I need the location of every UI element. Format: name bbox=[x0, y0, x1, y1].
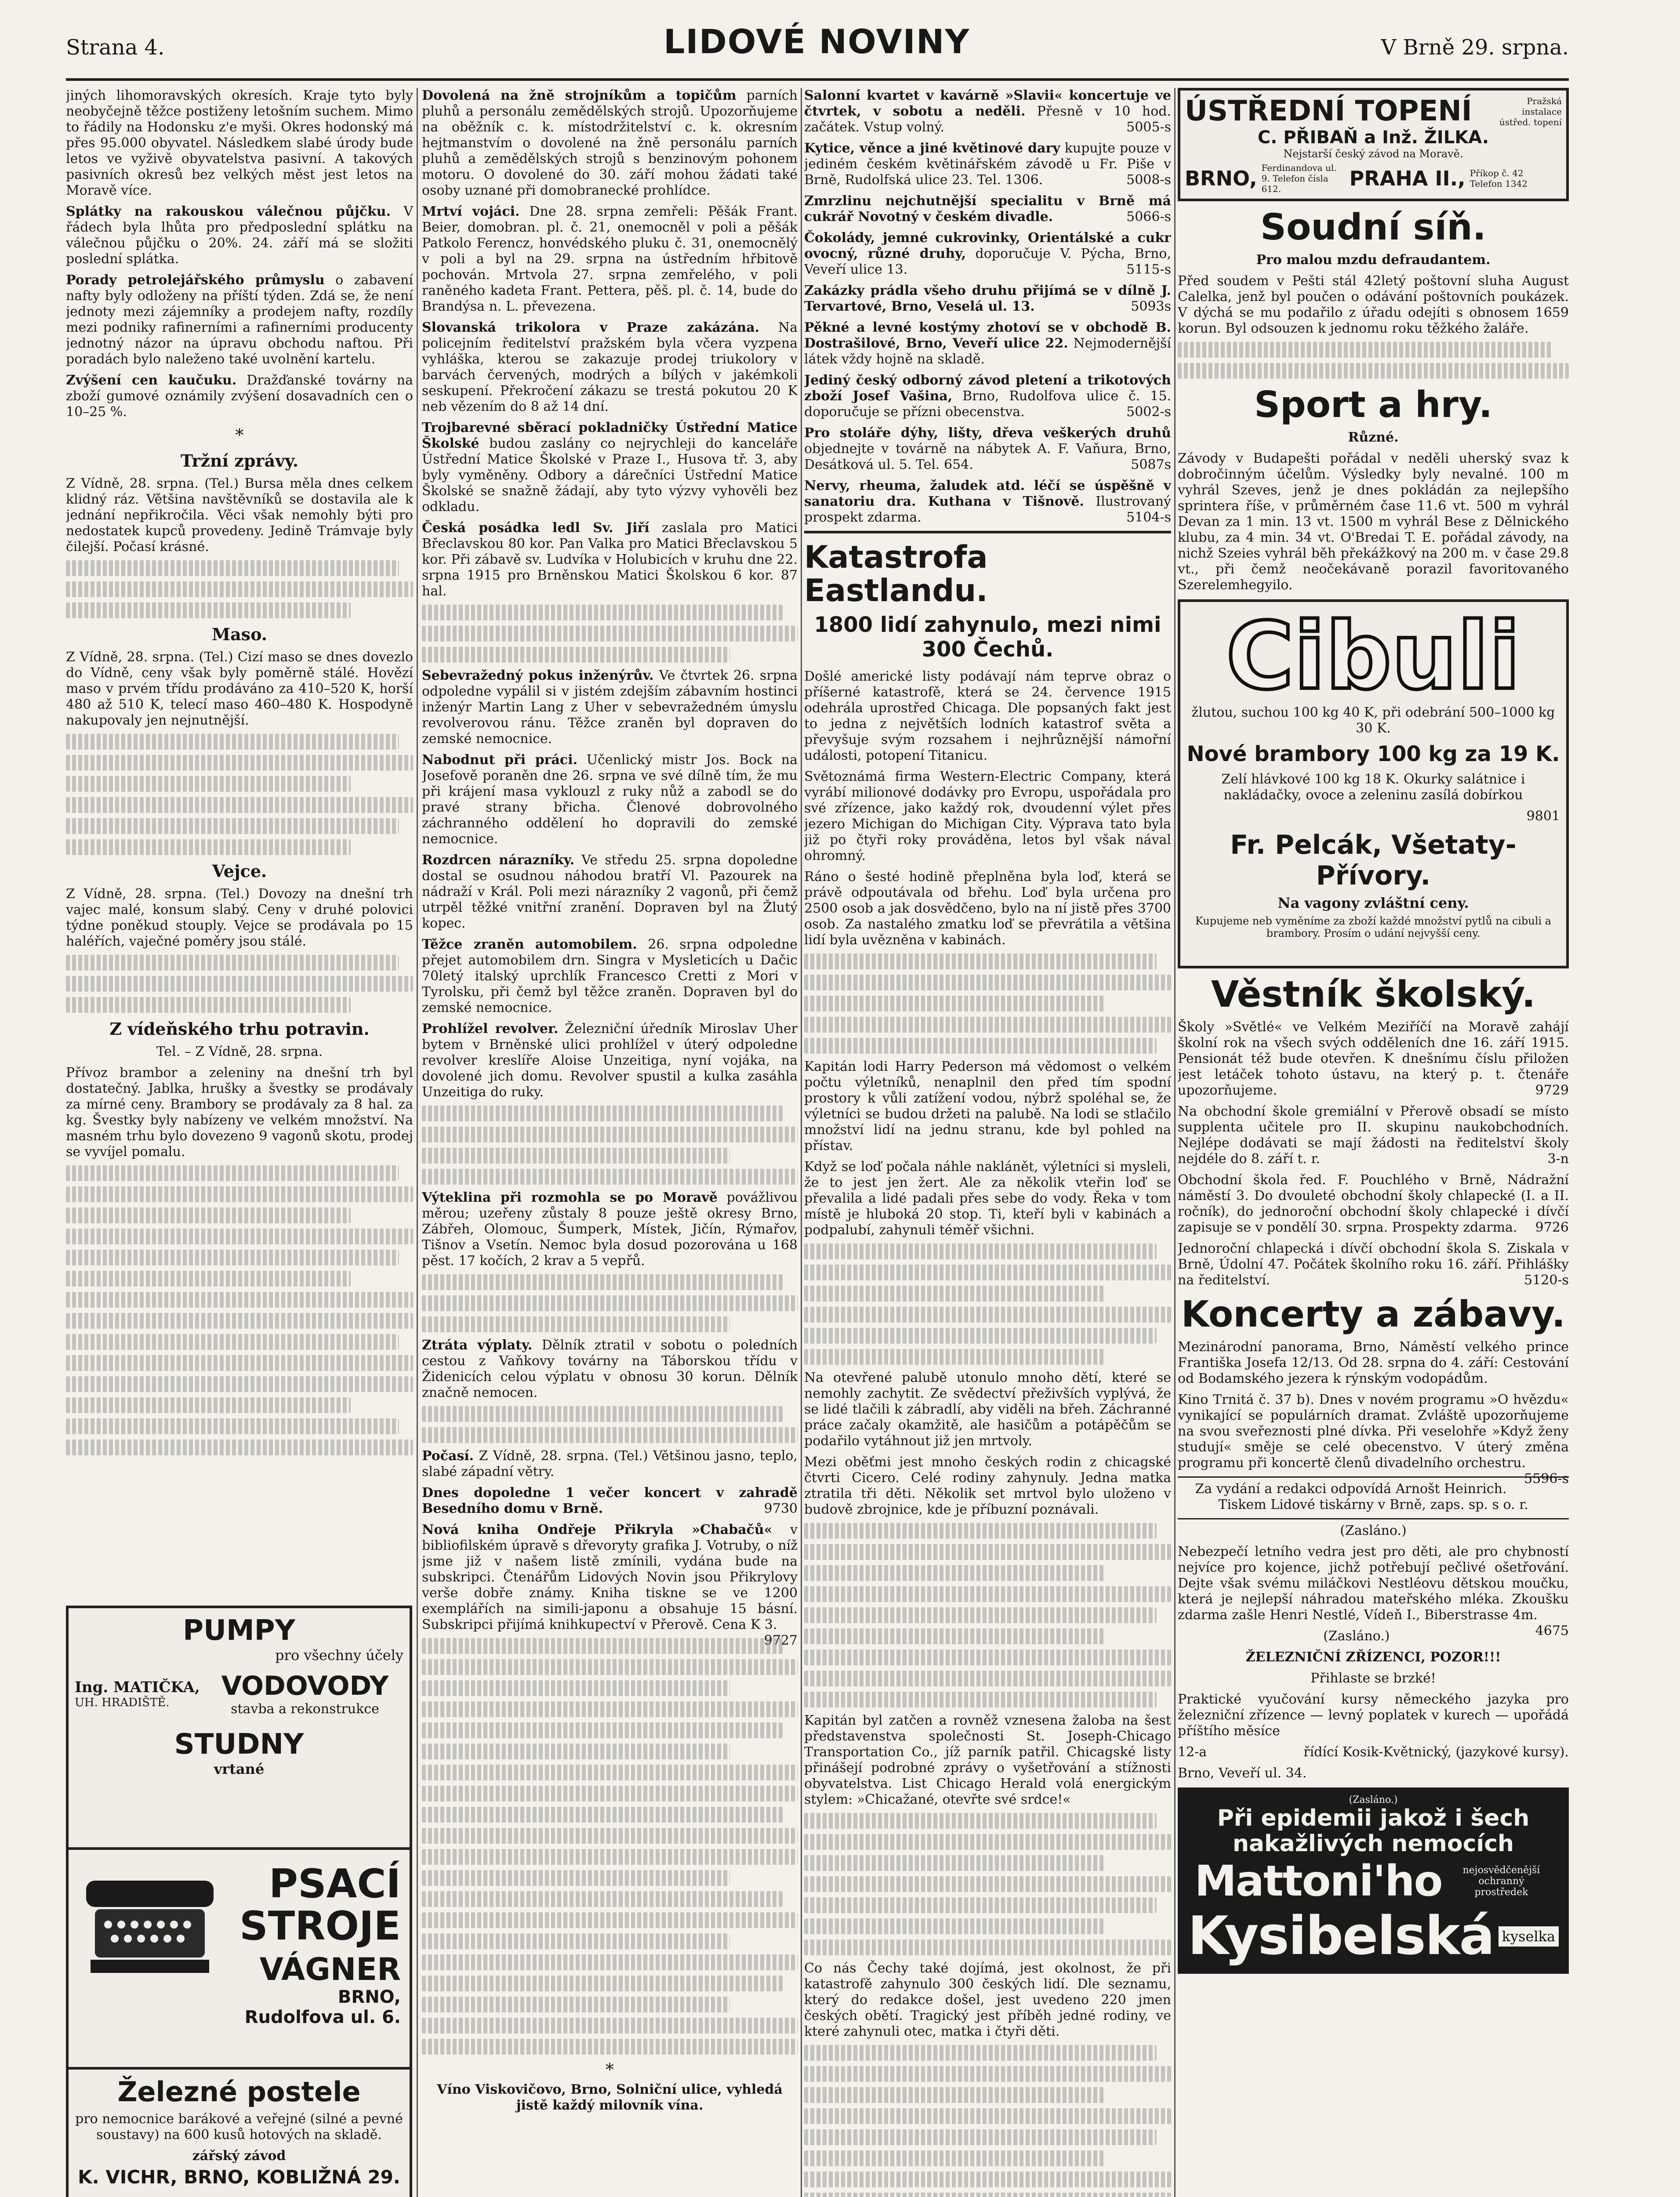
ad-mattoni-line2: nejosvědčenější ochranný prostředek bbox=[1462, 1864, 1540, 1898]
notice-signature: řídící Kosik-Květnický, (jazykové kursy). bbox=[1303, 1744, 1569, 1760]
ad-topeni-desc: Nejstarší český závod na Moravě. bbox=[1283, 148, 1463, 160]
column-2 bbox=[422, 88, 798, 2197]
ad-zelezne-postele bbox=[66, 2067, 412, 2197]
page-header bbox=[66, 18, 1569, 75]
article-heading: Ztráta výplaty. bbox=[422, 1338, 533, 1353]
article-heading: Nabodnut při práci. bbox=[422, 752, 578, 768]
column-divider bbox=[1174, 88, 1176, 2197]
issue-date: V Brně 29. srpna. bbox=[1381, 35, 1569, 60]
subsection-heading: Maso. bbox=[212, 624, 267, 644]
article-text: Kapitán byl zatčen a rovněž vznesena žaloba na šest představenstva společnosti St. Joseph-Chicago Transportation Co., jíž parník patřil. Chicagské listy přinášejí podrobné zprávy o vyšetřování a stížnosti obyvatelstva. List Chicago Herald volá energickým stylem: »Chicažané, otevřte své srdce!« bbox=[804, 1713, 1171, 1807]
notice-heading: ŽELEZNIČNÍ ZŘÍZENCI, POZOR!!! bbox=[1245, 1650, 1501, 1665]
illegible-text bbox=[804, 953, 1171, 1054]
ad-vagner: VÁGNER bbox=[259, 1951, 401, 1987]
ad-matička-name: Ing. MATIČKA, bbox=[75, 1678, 200, 1696]
article-text: zaslala pro Matici Břeclavskou 80 kor. Pan Valka pro Matici Břeclavskou 5 kor. Při zábavě sv. Ludvíka v Holubicích v kruhu dne 22. srpna 1915 pro Brněnskou Matici Školskou 6 kor. 87 hal. bbox=[422, 520, 798, 599]
section-heading-koncerty: Koncerty a zábavy. bbox=[1181, 1294, 1566, 1335]
headline-eastland: Katastrofa Eastlandu. bbox=[804, 539, 988, 609]
ad-mattoni-line1: Při epidemii jakož i šech nakažlivých nemocích bbox=[1217, 1805, 1530, 1857]
illegible-text bbox=[422, 605, 798, 663]
ad-number: 5093s bbox=[1131, 299, 1171, 314]
ad-studny-sub: vrtané bbox=[214, 1761, 265, 1777]
header-rule bbox=[66, 78, 1569, 81]
zaslano-label: (Zasláno.) bbox=[1349, 1795, 1398, 1805]
article-text: Světoznámá firma Western-Electric Company, která vyrábí milionové dodávky pro Evropu, uspořádala pro své zřízence, jako každý rok, dvoudenní výlet přes jezero Michigan do Michigan City. Výprava tato byla již po čtyři roky prováděna, letos byl však nával ohromný. bbox=[804, 769, 1171, 863]
article-text: V řádech byla lhůta pro předposlední splátku na válečnou půjčku o 20%. 24. září má se složiti poslední splátka. bbox=[66, 204, 413, 267]
article-heading: Nová kniha Ondřeje Přikryla »Chabačů« bbox=[422, 1522, 773, 1537]
column-1 bbox=[66, 88, 413, 2197]
notice-heading: Pro stoláře dýhy, lišty, dřeva veškerých druhů bbox=[804, 425, 1171, 441]
ad-number: 12-a bbox=[1178, 1744, 1207, 1760]
ad-kyselka: kyselka bbox=[1499, 1926, 1559, 1947]
ad-postele-text: pro nemocnice barákové a veřejné (silné a pevné soustavy) na 600 kusů hotových na skladě. bbox=[75, 2111, 403, 2143]
article-heading: Počasí. bbox=[422, 1448, 474, 1464]
ad-topeni-brno: BRNO, bbox=[1185, 167, 1257, 190]
section-heading-sport: Sport a hry. bbox=[1254, 384, 1493, 426]
illegible-text bbox=[804, 1523, 1171, 1708]
article-text: Školy »Světlé« ve Velkém Meziříčí na Moravě zahájí školní rok na všech svých odděleních dne 16. září 1915. Pensionát též bude otevřen. K dnešnímu číslu přiložen jest letáček tohoto ústavu, na který p. t. čtenáře upozorňujeme. bbox=[1178, 1019, 1569, 1098]
article-text: 26. srpna odpoledne přejet automobilem drn. Singra v Mysleticích u Dačic 70letý italský uprchlík Francesco Cretti z Mori v Tyrolsku, při čemž byl těžce zraněn. Dopraven byl do zemské nemocnice. bbox=[422, 937, 798, 1015]
ad-brambory-text: Zelí hlávkové 100 kg 18 K. Okurky salátnice i nakládačky, ovoce a zeleninu zasílá dobírkou bbox=[1221, 772, 1525, 803]
ad-brambory: Nové brambory 100 kg za 19 K. bbox=[1187, 742, 1560, 766]
typewriter-illustration bbox=[77, 1867, 222, 1982]
article-heading: Výteklina při rozmohla se po Moravě bbox=[422, 1190, 718, 1205]
illegible-text bbox=[66, 1165, 413, 1455]
ad-topeni-firm: C. PŘIBAŇ a Inž. ŽILKA. bbox=[1257, 127, 1489, 148]
article-text: Kino Trnitá č. 37 b). Dnes v novém programu »O hvězdu« vynikající se populárních dramat. Zvláště upozorňujeme na svou sveřeznosti plné dívka. Při veselohře »Když ženy studují« směje se celé obecenstvo. V úterý změna programu při koncertě členů divadelního orchestru. bbox=[1178, 1392, 1569, 1471]
article-text: Ve středu 25. srpna dopoledne dostal se osudnou náhodou bratří Vl. Pazourek na nádraží v Král. Poli mezi nárazníky 2 vagonů, při čemž utrpěl těžké vnitřní zranění. Dopraven byl na Žlutý kopec. bbox=[422, 852, 798, 931]
ad-number: 5104-s bbox=[1126, 510, 1171, 525]
article-heading: Sebevražedný pokus inženýrův. bbox=[422, 668, 654, 683]
article-heading: Rozdrcen nárazníky. bbox=[422, 852, 575, 868]
article-text: Z Vídně, 28. srpna. (Tel.) Většinou jasno, teplo, slabé západní větry. bbox=[422, 1448, 798, 1479]
notice-heading: Nervy, rheuma, žaludek atd. léčí se úspěšně v sanatoriu dra. Kuthana v Tišnově. bbox=[804, 478, 1171, 509]
separator-asterisk: * bbox=[235, 425, 244, 445]
article-dateline: Tel. – Z Vídně, 28. srpna. bbox=[156, 1044, 323, 1059]
article-text: Ve čtvrtek 26. srpna odpoledne vypálil si v jistém zdejším zábavním hostinci inženýr Martin Lang z Uher v sebevražedném úmyslu revolverovou ránu. Těžce zraněn byl dopraven do zemské nemocnice. bbox=[422, 668, 798, 747]
ad-vagner-addr: Rudolfova ul. 6. bbox=[244, 2007, 401, 2027]
subheadline-eastland: 1800 lidí zahynulo, mezi nimi 300 Čechů. bbox=[814, 613, 1161, 662]
notice-text: doporučuje V. Pýcha, Brno, Veveří ulice 13. bbox=[804, 246, 1171, 277]
section-heading: Tržní zprávy. bbox=[180, 451, 299, 471]
article-heading: Dovolená na žně strojníkům a topičům bbox=[422, 88, 737, 103]
zaslano-label: (Zasláno.) bbox=[1323, 1628, 1390, 1644]
ad-number: 5002-s bbox=[1126, 404, 1171, 420]
illegible-text bbox=[804, 1244, 1171, 1365]
illegible-text bbox=[804, 1813, 1171, 1955]
illegible-text bbox=[66, 734, 413, 855]
separator-asterisk: * bbox=[606, 2060, 614, 2079]
section-rule bbox=[1178, 1518, 1569, 1519]
article-text: povážlivou měrou; uzeřeny zůstaly 8 pouze ještě okresy Brno, Zábřeh, Olomouc, Šumperk, Místek, Jičín, Rýmařov, Tišnov a Vsetín. Nemoc byla dosud pozorována u 168 pěst. 17 kočích, 2 krav a 5 vepřů. bbox=[422, 1190, 798, 1269]
ad-number: 5115-s bbox=[1126, 262, 1171, 277]
article-heading: Slovanská trikolora v Praze zakázána. bbox=[422, 320, 760, 335]
ad-cibuli bbox=[1178, 599, 1569, 968]
article-text: o zabavení nafty byly odloženy na příští týden. Zdá se, že není jednoty mezi zájemníky a prodejem nafty, rozdíly mezi podniky rafinerními a rafinerními producenty jednotný názor na úpravu obchodu naftou. Při poradách bylo naleženo také uvolnění kartelu. bbox=[66, 272, 413, 367]
article-text: Dělník ztratil v sobotu o poledních cestou z Vaňkovy továrny na Táborskou třídu v Židenicích celou výplatu v obnosu 30 korun. Dělník značně nemocen. bbox=[422, 1338, 798, 1400]
notice-text: Brno, Rudolfova ulice č. 15. doporučuje se přízni obecenstva. bbox=[804, 388, 1171, 420]
illegible-text bbox=[422, 1106, 798, 1185]
ad-ustredni-topeni bbox=[1178, 88, 1569, 201]
notice-heading: Kytice, věnce a jiné květinové dary bbox=[804, 141, 1060, 156]
notice-text: objednejte v továrně na nábytek A. F. Vaňura, Brno, Desátková ul. 5. Tel. 654. bbox=[804, 441, 1171, 472]
article-text: Dne 28. srpna zemřeli: Pěšák Frant. Beier, domobran. pl. č. 21, onemocněl v poli a pěšák Patkolo Ferencz, honvédského pluku č. 31, onemocnělý v poli a byl na 29. srpna na ústředním hřbitově pochován. Mrtvola 27. srpna zemřelého, v poli raněného kadeta Frant. Pettera, pěš. pl. č. 14, bude do Brandýsa n. L. převezena. bbox=[422, 204, 798, 314]
article-heading: Splátky na rakouskou válečnou půjčku. bbox=[66, 204, 391, 219]
illegible-text bbox=[422, 1406, 798, 1443]
article-text: Na otevřené palubě utonulo mnoho dětí, které se nemohly zachytit. Ze svědectví přeživších vyplývá, že se lidé tlačili k zábradlí, aby viděli na břeh. Záchranné práce začaly okamžitě, ale hasičům a potápěčům se podařilo vytáhnout již jen mrtvoly. bbox=[804, 1370, 1171, 1449]
column-divider bbox=[801, 88, 802, 2197]
ad-number: 9727 bbox=[764, 1633, 798, 1648]
notice-heading: Pěkné a levné kostýmy zhotoví se v obchodě B. Dostrašilové, Brno, Veveří ulice 22. bbox=[804, 320, 1171, 351]
ad-pumpy bbox=[66, 1606, 412, 1852]
notice-heading: Čokolády, jemné cukrovinky, Orientálské a cukr ovocný, různé druhy, bbox=[804, 230, 1171, 261]
article-heading: Česká posádka ledl Sv. Jiří bbox=[422, 520, 650, 536]
ad-cibuli-text: žlutou, suchou 100 kg 40 K, při odebrání 500–1000 kg 30 K. bbox=[1191, 705, 1555, 736]
ad-number: 5066-s bbox=[1126, 209, 1171, 225]
article-text: Jednoroční chlapecká i dívčí obchodní škola S. Ziskala v Brně, Údolní 47. Počátek školního roku 16. září. Přihlášky na ředitelství. bbox=[1178, 1241, 1569, 1288]
zaslano-label: (Zasláno.) bbox=[1340, 1523, 1407, 1538]
illegible-text bbox=[422, 1274, 798, 1332]
article-text: Přívoz brambor a zeleniny na dnešní trh byl dostatečný. Jablka, hrušky a švestky se prodávaly za mírné ceny. Brambory se prodávaly za 8 hal. za kg. Švestky byly nabízeny ve velkém množství. Na masném trhu bylo dovezeno 9 vagonů skotu, prodej se vyvíjel pomalu. bbox=[66, 1065, 413, 1160]
ad-cibuli-title: Cibuli bbox=[1226, 602, 1520, 710]
article-heading: Prohlížel revolver. bbox=[422, 1021, 559, 1037]
notice-text: Přihlaste se brzké! bbox=[1310, 1671, 1436, 1686]
article-text: Železniční úředník Miroslav Uher bytem v Brněnské ulici prohlížel v úterý odpoledne revolver kreslíře Aloise Unzeitiga, nyní vojáka, na dovolené jich domu. Revolver spustil a kulka zasáhla Unzeitiga do ruky. bbox=[422, 1021, 798, 1100]
section-heading-vestnik: Věstník školský. bbox=[1211, 974, 1536, 1015]
ad-pelcak: Fr. Pelcák, Všetaty-Přívory. bbox=[1230, 830, 1517, 891]
ad-pumpy-sub: pro všechny účely bbox=[275, 1647, 403, 1664]
ad-pelcak-note: Kupujeme neb vyměníme za zboží každé množství pytlů na cibuli a brambory. Prosím o udání nejvyšší ceny. bbox=[1195, 915, 1552, 939]
illegible-text bbox=[804, 2045, 1171, 2197]
ad-topeni-sub: Pražská instalace ústřed. topení bbox=[1499, 96, 1562, 127]
ad-vagner-city: BRNO, bbox=[337, 1987, 401, 2007]
article-text: Kapitán lodi Harry Pederson má vědomost o velkém počtu výletníků, nenaplnil den před tím spodní prostory k vůli zatížení vodou, nýbrž spoléhal se, že výletníci se budou držeti na palubě. Na lodi se stlačilo množství lidí na jednu stranu, kde byl pohled na přístav. bbox=[804, 1059, 1171, 1153]
subsection-heading: Z vídeňského trhu potravin. bbox=[109, 1019, 370, 1039]
ad-studny: STUDNY bbox=[174, 1728, 304, 1761]
article-text: Ráno o šesté hodině přeplněna byla loď, která se právě odpoutávala od břehu. Loď byla určena pro 2500 osob a jak dosvědčeno, bylo na ní jistě přes 3700 osob. Za nastalého zmatku loď se převrátila a většina lidí byla uvězněna v kabinách. bbox=[804, 869, 1171, 948]
subsection-heading: Různé. bbox=[1348, 430, 1399, 445]
notice-heading: Jediný český odborný závod pletení a trikotových zboží Josef Vašina, bbox=[804, 373, 1171, 404]
column-4 bbox=[1178, 88, 1569, 2197]
notice-text: Nejmodernější látek vždy hojně na skladě. bbox=[804, 336, 1171, 367]
section-rule bbox=[804, 531, 1171, 533]
ad-matička-place: UH. HRADIŠTĚ. bbox=[75, 1696, 170, 1709]
article-heading: Trojbarevné sběrací pokladničky Ústřední Matice Školské bbox=[422, 420, 798, 451]
article-text: Nebezpečí letního vedra jest pro děti, ale pro chybností nejvíce pro kojence, jichž potřebují pečlivé ošetřování. Dejte však svému miláčkovi Nestléovu dětskou moučku, která je nejlepší náhradou mateřského mléka. Zkoušku zdarma zašle Henri Nestlé, Vídeň I., Biberstrasse 4m. bbox=[1178, 1544, 1569, 1623]
ad-psaci-1: PSACÍ bbox=[269, 1861, 401, 1907]
article-text: Dražďanské továrny na zboží gumové oznámily zvýšení dosavadních cen o 10–25 %. bbox=[66, 373, 413, 420]
article-text: Když se loď počala náhle naklánět, výletníci si mysleli, že to jest jen žert. Ale za několik vteřin loď se převalila a lidé padali přes sebe do vody. Řeka v tom místě je hluboká 20 stop. Ti, kteří byli v kabinách a podpalubí, zahynuli téměř všichni. bbox=[804, 1159, 1171, 1238]
article-text: Mezi oběťmi jest mnoho českých rodin z chicagské čtvrti Cicero. Celé rodiny zahynuly. Jedna matka ztratila tři děti. Několik set mrtvol bylo uloženo v budově zbrojnice, kde je příbuzní poznávali. bbox=[804, 1454, 1171, 1517]
ad-number: 5596-s bbox=[1524, 1471, 1569, 1486]
ad-number: 9730 bbox=[764, 1501, 798, 1516]
ad-mattoni-brand: Mattoni'ho bbox=[1194, 1856, 1442, 1906]
notice-heading: Salonní kvartet v kavárně »Slavii« koncertuje ve čtvrtek, v sobotu a neděli. bbox=[804, 88, 1171, 119]
article-text: Z Vídně, 28. srpna. (Tel.) Cizí maso se dnes dovezlo do Vídně, ceny však byly poměrně stálé. Hovězí maso v prvém třídu prodáváno za 410–520 K, horší 480 až 510 K, telecí maso 460–480 K. Hospodyně nakupovaly jen nejnutnější. bbox=[66, 649, 413, 728]
column-3 bbox=[804, 88, 1171, 2197]
article-text: v bibliofilském úpravě s dřevoryty grafika J. Votruby, o níž jsme již v našem listě zmínili, vydána bude na subskripci. Čtenářům Lidových Novin jsou Přikrylovy verše dobře známy. Kniha tiskne se ve 1200 exemplářích na simili-japonu a obsahuje 15 básní. Subskripci přijímá knihkupectví v Přerově. Cena K 3. bbox=[422, 1522, 798, 1632]
ad-psaci-2: STROJE bbox=[239, 1903, 401, 1949]
article-heading: Zvýšení cen kaučuku. bbox=[66, 373, 237, 388]
imprint: Za vydání a redakci odpovídá Arnošt Heinrich. Tiskem Lidové tiskárny v Brně, zaps. sp. s o. r. bbox=[1195, 1481, 1528, 1512]
ad-number: 9729 bbox=[1535, 1083, 1569, 1098]
ad-pelcak-sub: Na vagony zvláštní ceny. bbox=[1277, 895, 1469, 911]
illegible-text bbox=[66, 560, 413, 618]
illegible-text bbox=[422, 1638, 798, 2055]
section-rule bbox=[1178, 1476, 1569, 1478]
article-heading: Pro malou mzdu defraudantem. bbox=[1256, 252, 1491, 268]
illegible-text bbox=[66, 955, 413, 1013]
ad-kysibelska: Kysibelská bbox=[1187, 1906, 1494, 1967]
article-heading: Mrtví vojáci. bbox=[422, 204, 520, 219]
article-text: Učenlický mistr Jos. Bock na Josefově poraněn dne 26. srpna ve své dílně tím, že mu při krájení masa vyklouzl z ruky nůž a zabodl se do pravé strany břicha. Členové dobrovolného záchranného oddělení ho dopravili do zemské nemocnice. bbox=[422, 752, 798, 847]
ad-mattoni bbox=[1178, 1787, 1569, 1974]
article-heading: Dnes dopoledne 1 večer koncert v zahradě Besedního domu v Brně. bbox=[422, 1485, 798, 1516]
page-number: Strana 4. bbox=[66, 35, 165, 60]
notice-text: kupujte pouze v jediném českém květinářském závodě u Fr. Piše v Brně, Rudolfská ulice 23. Tel. 1306. bbox=[804, 141, 1171, 188]
ad-vodovody: VODOVODY bbox=[221, 1671, 389, 1701]
article-text: Před soudem v Pešti stál 42letý poštovní sluha August Calelka, jenž byl poučen o odávání poštovních poukázek. V dýchá se mu podařilo z úřadu odejíti s obnosem 1659 korun. Byl odsouzen k jednomu roku těžkého žaláře. bbox=[1178, 273, 1569, 336]
article-text: jiných lihomoravských okresích. Kraje tyto byly neobyčejně těžce postiženy letošním suchem. Mimo to řádily na Hodonsku z'e myši. Okres hodonský má přes 95.000 obyvatel. Následkem slabé úrody bude letos ve vyživě obyvatelstva pasivní. A takových pasivních okresů bez velkých měst jest letos na Moravě více. bbox=[66, 88, 413, 198]
ad-postele-sub: zářský závod bbox=[192, 2148, 286, 2164]
article-text: Na obchodní škole gremiální v Přerově obsadí se místo supplenta učitele pro II. skupinu naukobchodních. Nejlépe dodávati se mají žádosti na ředitelství školy nejdéle do 8. září t. r. bbox=[1178, 1104, 1569, 1167]
masthead-title: LIDOVÉ NOVINY bbox=[664, 22, 970, 61]
section-heading-soudni: Soudní síň. bbox=[1260, 207, 1486, 248]
ad-vodovody-sub: stavba a rekonstrukce bbox=[231, 1701, 379, 1717]
article-text: Došlé americké listy podávají nám teprve obraz o příšerné katastrofě, která se 24. července 1915 odehrála uprostřed Chicaga. Dle popsaných fakt jest to jedna z největších lodních katastrof světa a převyšuje svým rozsahem i nejhrůznější námořní události, potopení Titanicu. bbox=[804, 669, 1171, 763]
ad-number: 9726 bbox=[1535, 1220, 1569, 1235]
ad-postele-title: Železné postele bbox=[117, 2076, 361, 2108]
ad-number: 5087s bbox=[1131, 457, 1171, 472]
article-text: Z Vídně, 28. srpna. (Tel.) Dovozy na dnešní trh vajec malé, konsum slabý. Ceny v druhé polovici týdne poněkud stouply. Vejce se prodávala po 15 haléřích, vaječné poměry jsou stálé. bbox=[66, 886, 413, 949]
ad-topeni-praha-addr: Příkop č. 42 Telefon 1342 bbox=[1470, 168, 1528, 189]
column-divider bbox=[417, 88, 418, 2197]
ad-topeni-brno-addr: Ferdinandova ul. 9. Telefon čísla 612. bbox=[1261, 163, 1337, 194]
article-heading: Porady petrolejářského průmyslu bbox=[66, 272, 325, 288]
ad-topeni-title: ÚSTŘEDNÍ TOPENÍ bbox=[1185, 95, 1472, 127]
article-text: budou zaslány co nejrychleji do kanceláře Ústřední Matice Školské v Praze I., Husova tř. 3, aby byly vyměněny. Odbory a dárečníci Ústřední Matice Školské se snažně žádají, aby tyto výzvy vyhověli bez odkladu. bbox=[422, 436, 798, 515]
subsection-heading: Vejce. bbox=[212, 861, 267, 881]
ad-postele-firm: K. VICHR, BRNO, KOBLIŽNÁ 29. bbox=[78, 2166, 400, 2188]
notice-text: Praktické vyučování kursy německého jazyka pro železniční zřízence — levný poplatek v kurech — upořádá příštího měsíce bbox=[1178, 1692, 1569, 1739]
ad-number: 4675 bbox=[1535, 1623, 1569, 1639]
notice-heading: Zmrzlinu nejchutnější specialitu v Brně má cukrář Novotný v českém divadle. bbox=[804, 193, 1171, 225]
article-text: Z Vídně, 28. srpna. (Tel.) Bursa měla dnes celkem klidný ráz. Většina navštěvníků se dostavila ale k jednání nepřikročila. Věci však nemohly býti pro nedostatek kupců provedeny. Jedině Trámvaje byly čilejší. Počasí krásné. bbox=[66, 476, 413, 555]
illegible-text bbox=[1178, 342, 1569, 379]
notice-address: Brno, Veveří ul. 34. bbox=[1178, 1766, 1307, 1781]
article-text: Víno Viskovičovo, Brno, Solniční ulice, vyhledá jistě každý milovník vína. bbox=[437, 2082, 783, 2113]
article-text: Na policejním ředitelství pražském byla včera vyzpena vyhláška, kterou se zakazuje prodej triukolory v barvách červených, modrých a bílých v jakémkoli seskupení. Překročení zákazu se trestá pokutou 20 K neb vězením do 8 až 14 dní. bbox=[422, 320, 798, 414]
article-text: Závody v Budapešti pořádal v neděli uherský svaz k dobročinným účelům. Výsledky byly nevalné. 100 m vyhrál Szeves, jenž je dnes pokládán za nejlepšího sprintera říše, v průměrném čase 11.6 vt. 500 m vyhrál Devan za 1 min. 13 vt. 1500 m vyhrál Bese z Dělnického klubu, za 4 min. 34 vt. O'Bredai T. E. pořádal závody, na nichž Szeies vyhrál běh překážkový na 200 m. v čase 29.8 vt., při čemž neočekávaně porazil favoritovaného Szerelemhegyilo. bbox=[1178, 451, 1569, 593]
ad-psaci-stroje bbox=[66, 1847, 412, 2071]
article-text: Obchodní škola řed. F. Pouchlého v Brně, Nádražní náměstí 3. Do dvouleté obchodní školy chlapecké (I. a II. ročník), do jednoroční obchodní školy chlapecké i dívčí zapisuje se v pondělí 30. srpna. Prospekty zdarma. bbox=[1178, 1172, 1569, 1235]
ad-number: 3-n bbox=[1547, 1151, 1569, 1167]
ad-number: 5008-s bbox=[1126, 172, 1171, 188]
article-heading: Těžce zraněn automobilem. bbox=[422, 937, 637, 952]
article-text: Mezinárodní panorama, Brno, Náměstí velkého prince Františka Josefa 12/13. Od 28. srpna do 4. září: Cestování od Bodamského jezera k rýnským vodopádům. bbox=[1178, 1339, 1569, 1386]
ad-pumpy-title: PUMPY bbox=[183, 1614, 295, 1647]
article-text: Co nás Čechy také dojímá, jest okolnost, že při katastrofě zahynulo 300 českých lidí. Dle seznamu, který do redakce došel, jest uvedeno 220 jmen českých obětí. Tragický jest příběh jedné rodiny, ve které zahynuli otec, matka i čtyři děti. bbox=[804, 1961, 1171, 2039]
ad-number: 5120-s bbox=[1524, 1273, 1569, 1288]
ad-topeni-praha: PRAHA II., bbox=[1349, 167, 1466, 190]
notice-heading: Zakázky prádla všeho druhu přijímá se v dílně J. Tervartové, Brno, Veselá ul. 13. bbox=[804, 283, 1171, 314]
ad-number: 5005-s bbox=[1126, 120, 1171, 135]
notice-text: Přesně v 10 hod. začátek. Vstup volný. bbox=[804, 104, 1171, 135]
article-text: parních pluhů a personálu zemědělských strojů. Upozorňujeme na oběžník c. k. místodržitelství c. k. okresním hejtmanstvím o dovolené na žně personálu parních pluhů a zemědělských strojů s benzinovým pohonem motoru. O dovolené do 30. září mohou žádati také osoby uznané při domobranecké prohlídce. bbox=[422, 88, 798, 198]
ad-number: 9801 bbox=[1526, 808, 1560, 824]
notice-text: Ilustrovaný prospekt zdarma. bbox=[804, 494, 1171, 525]
